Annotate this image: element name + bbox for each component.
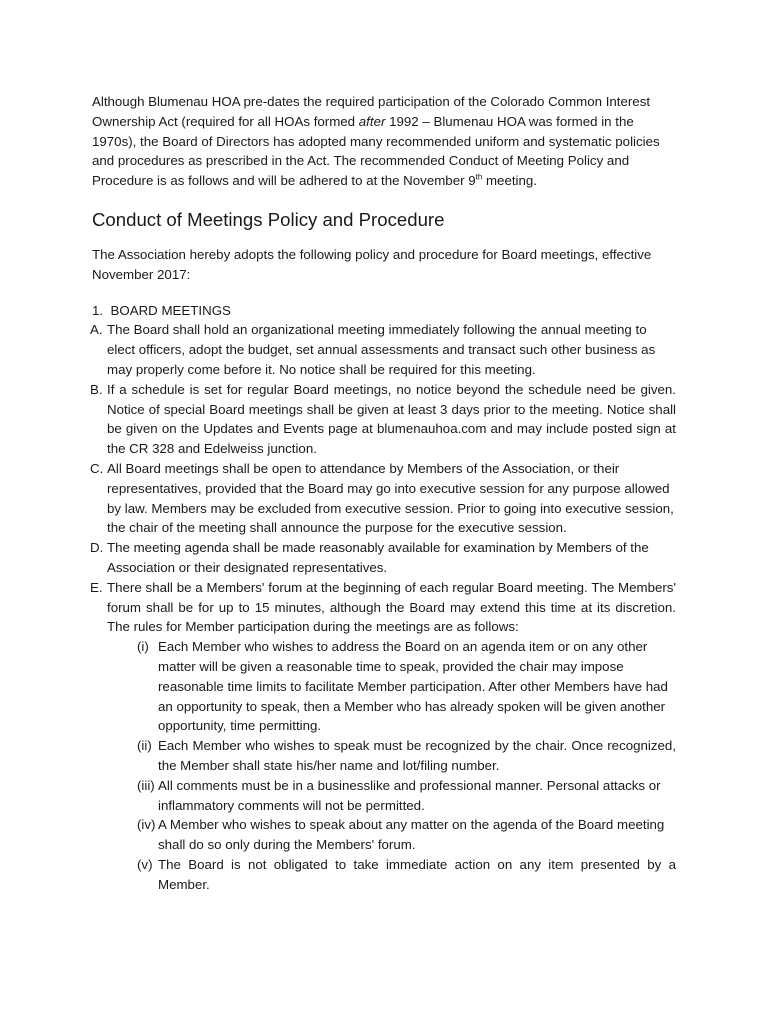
intro-paragraph <box>92 92 676 191</box>
list-item-text: There shall be a Members' forum at the beginning of each regular Board meeting. The Members' forum shall be for up to 15 minutes, although the Board may extend this time at its discretion. The rules for Member participation during the meetings are as follows: <box>107 579 676 635</box>
list-item-text: All Board meetings shall be open to attendance by Members of the Association, or their representatives, provided that the Board may go into executive session for any purpose allowed by law. Members may be excluded from executive session. Prior to going into executive session, the chair of the meeting shall announce the purpose for the executive session. <box>107 460 674 536</box>
adoption-paragraph: The Association hereby adopts the following policy and procedure for Board meetings, effective November 2017: <box>92 246 652 282</box>
sub-item-text: Each Member who wishes to address the Board on an agenda item or on any other matter will be given a reasonable time to speak, provided the chair may impose reasonable time limits to facilitate Member participation. After other Members have had an opportunity to speak, then a Member who has already spoken will be given another opportunity, time permitting. <box>158 639 668 734</box>
list-item-label: A. <box>90 322 103 338</box>
sub-item-text: All comments must be in a businesslike and professional manner. Personal attacks or inflammatory comments will not be permitted. <box>158 777 661 813</box>
list-item-label: B. <box>90 381 103 397</box>
list-item-e <box>92 578 676 637</box>
page-title: Conduct of Meetings Policy and Procedure <box>92 208 445 230</box>
list-item-b <box>92 380 676 459</box>
section-title: BOARD MEETINGS <box>110 302 231 318</box>
sub-item-label: (iii) <box>137 777 155 793</box>
intro-text-part2: 1992 – Blumenau HOA was formed in the 1970s), the Board of Directors has adopted many recommended uniform and systematic policies and procedures as prescribed in the Act. The recommended Conduct of Meeting Policy and Procedure is as follows and will be adhered to at the November 9 <box>92 113 660 189</box>
list-item-text: The Board shall hold an organizational meeting immediately following the annual meeting to elect officers, adopt the budget, set annual assessments and transact such other business as may properly come before it. No notice shall be required for this meeting. <box>107 322 656 377</box>
list-item-c <box>92 459 676 538</box>
sub-item-i <box>92 637 676 736</box>
intro-text-part3: meeting. <box>482 173 537 189</box>
list-item-text: The meeting agenda shall be made reasonably available for examination by Members of the Association or their designated representatives. <box>107 540 649 575</box>
intro-superscript: th <box>475 172 483 182</box>
list-item-d <box>92 538 676 578</box>
sub-item-text: A Member who wishes to speak about any matter on the agenda of the Board meeting shall do so only during the Members' forum. <box>158 817 665 853</box>
sub-item-iii <box>92 776 676 816</box>
section-heading <box>92 301 676 321</box>
sub-item-text: Each Member who wishes to speak must be recognized by the chair. Once recognized, the Member shall state his/her name and lot/filing number. <box>158 738 676 773</box>
sub-item-label: (i) <box>137 639 149 655</box>
section-number: 1. <box>92 302 104 318</box>
sub-item-label: (iv) <box>137 817 156 833</box>
sub-item-text: The Board is not obligated to take immediate action on any item presented by a Member. <box>158 856 676 892</box>
intro-text-part1: Although Blumenau HOA pre-dates the required participation of the Colorado Common Interest Ownership Act (required for all HOAs formed <box>92 94 651 129</box>
list-item-label: E. <box>90 579 103 595</box>
list-item-text: If a schedule is set for regular Board meetings, no notice beyond the schedule need be given. Notice of special Board meetings shall be given at least 3 days prior to the meeting. Notice shall be given on the Updates and Events page at blumenauhoa.com and may include posted sign at the CR 328 and Edelweiss junction. <box>107 381 676 457</box>
list-item-a <box>92 320 676 379</box>
sub-item-iv <box>92 815 676 855</box>
sub-item-v <box>92 855 676 895</box>
sub-item-ii <box>92 736 676 776</box>
list-item-label: C. <box>90 460 104 476</box>
intro-emphasis: after <box>358 113 386 129</box>
sub-item-label: (ii) <box>137 738 152 754</box>
document-page <box>92 92 676 894</box>
list-item-label: D. <box>90 540 104 556</box>
sub-item-label: (v) <box>137 856 153 872</box>
